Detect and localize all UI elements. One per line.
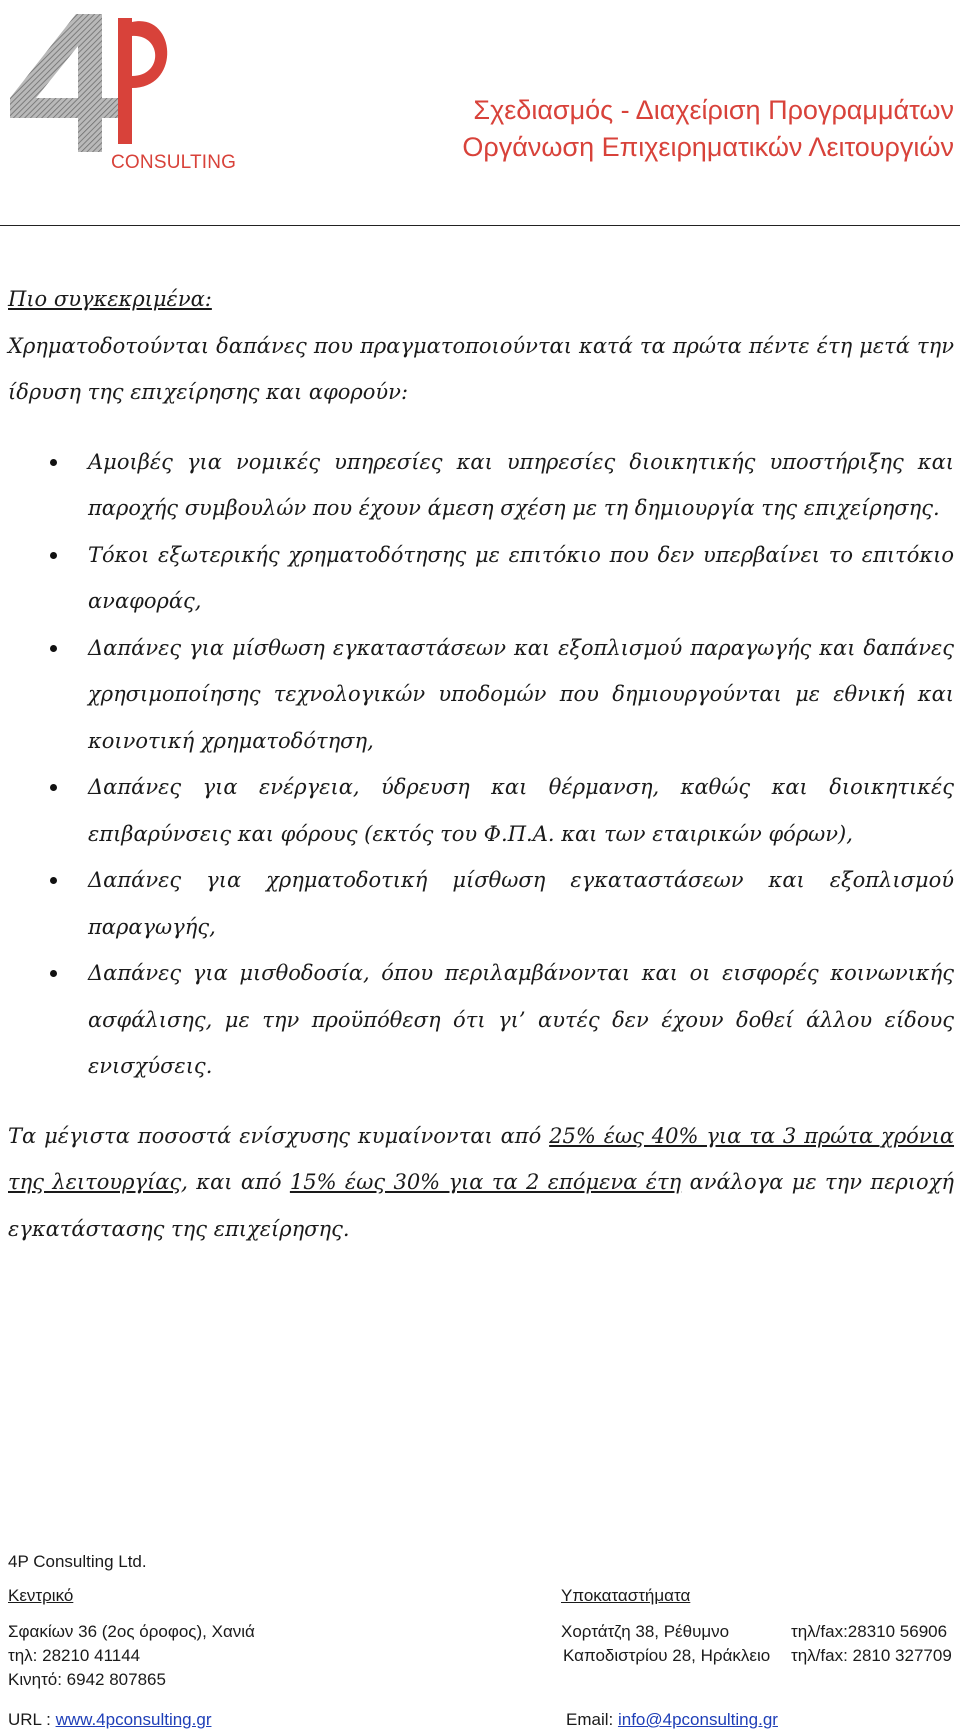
email-label: Email: (566, 1710, 614, 1729)
summary-highlight-1: 25% έως 40% για τα 3 πρώτα χρόνια της λειτουργίας (8, 1123, 955, 1194)
hq-phone: τηλ: 28210 41144 (8, 1646, 141, 1665)
url-row (8, 1710, 211, 1730)
list-item: Δαπάνες για χρηματοδοτική μίσθωση εγκαταστάσεων και εξοπλισμού παραγωγής, (88, 857, 954, 950)
summary-text-2: , και από (181, 1170, 290, 1194)
list-item: Αμοιβές για νομικές υπηρεσίες και υπηρεσίες διοικητικής υποστήριξης και παροχής συμβουλών που έχουν άμεση σχέση με τη δημιουργία της επιχείρησης. (88, 439, 954, 532)
list-item: Δαπάνες για μίσθωση εγκαταστάσεων και εξοπλισμού παραγωγής και δαπάνες χρησιμοποίησης τεχνολογικών υποδομών που δημιουργούνται με εθνική και κοινοτική χρηματοδότηση, (88, 625, 954, 765)
branches-label: Υποκαταστήματα (561, 1586, 691, 1605)
branch-heraklion-address: Καποδιστρίου 28, Ηράκλειο (563, 1646, 771, 1665)
list-item: Δαπάνες για μισθοδοσία, όπου περιλαμβάνονται και οι εισφορές κοινωνικής ασφάλισης, με την προϋπόθεση ότι γι’ αυτές δεν έχουν δοθεί άλλου είδους ενισχύσεις. (88, 950, 954, 1090)
list-item: Δαπάνες για ενέργεια, ύδρευση και θέρμανση, καθώς και διοικητικές επιβαρύνσεις και φόρους (εκτός του Φ.Π.Α. και των εταιρικών φόρων), (88, 764, 954, 857)
hq-address: Σφακίων 36 (2ος όροφος), Χανιά (8, 1622, 255, 1641)
intro-paragraph: Χρηματοδοτούνται δαπάνες που πραγματοποιούνται κατά τα πρώτα πέντε έτη μετά την ίδρυση της επιχείρησης και αφορούν: (8, 333, 954, 404)
hq-label: Κεντρικό (8, 1586, 74, 1605)
branch-rethymno-phone: τηλ/fax:28310 56906 (791, 1622, 948, 1641)
section-heading: Πιο συγκεκριμένα: (8, 287, 212, 311)
summary-text-3: ανάλογα με την περιοχή εγκατάστασης της επιχείρησης. (8, 1170, 954, 1241)
company-tagline (462, 92, 954, 166)
header-divider (0, 225, 960, 226)
company-name: 4P Consulting Ltd. (8, 1552, 147, 1571)
email-row (566, 1710, 778, 1730)
logo-4p-mark (6, 6, 226, 156)
website-link[interactable]: www.4pconsulting.gr (55, 1710, 212, 1729)
summary-text-1: Τα μέγιστα ποσοστά ενίσχυσης κυμαίνονται από (8, 1123, 550, 1148)
tagline-line-2: Οργάνωση Επιχειρηματικών Λειτουργιών (462, 132, 954, 162)
document-body (8, 276, 954, 1252)
list-item: Τόκοι εξωτερικής χρηματοδότησης με επιτόκιο που δεν υπερβαίνει το επιτόκιο αναφοράς, (88, 532, 954, 625)
company-logo (6, 6, 236, 176)
branch-heraklion-phone: τηλ/fax: 2810 327709 (791, 1646, 952, 1665)
email-link[interactable]: info@4pconsulting.gr (617, 1710, 778, 1729)
funding-summary-paragraph (8, 1113, 954, 1253)
eligible-expenses-list (8, 439, 954, 1090)
hq-mobile: Κινητό: 6942 807865 (8, 1670, 166, 1689)
summary-highlight-2: 15% έως 30% για τα 2 επόμενα έτη (289, 1170, 682, 1194)
logo-caption: CONSULTING (111, 152, 237, 173)
url-label: URL : (8, 1710, 51, 1729)
tagline-line-1: Σχεδιασμός - Διαχείριση Προγραμμάτων (473, 95, 954, 125)
branch-rethymno-address: Χορτάτζη 38, Ρέθυμνο (561, 1622, 730, 1641)
